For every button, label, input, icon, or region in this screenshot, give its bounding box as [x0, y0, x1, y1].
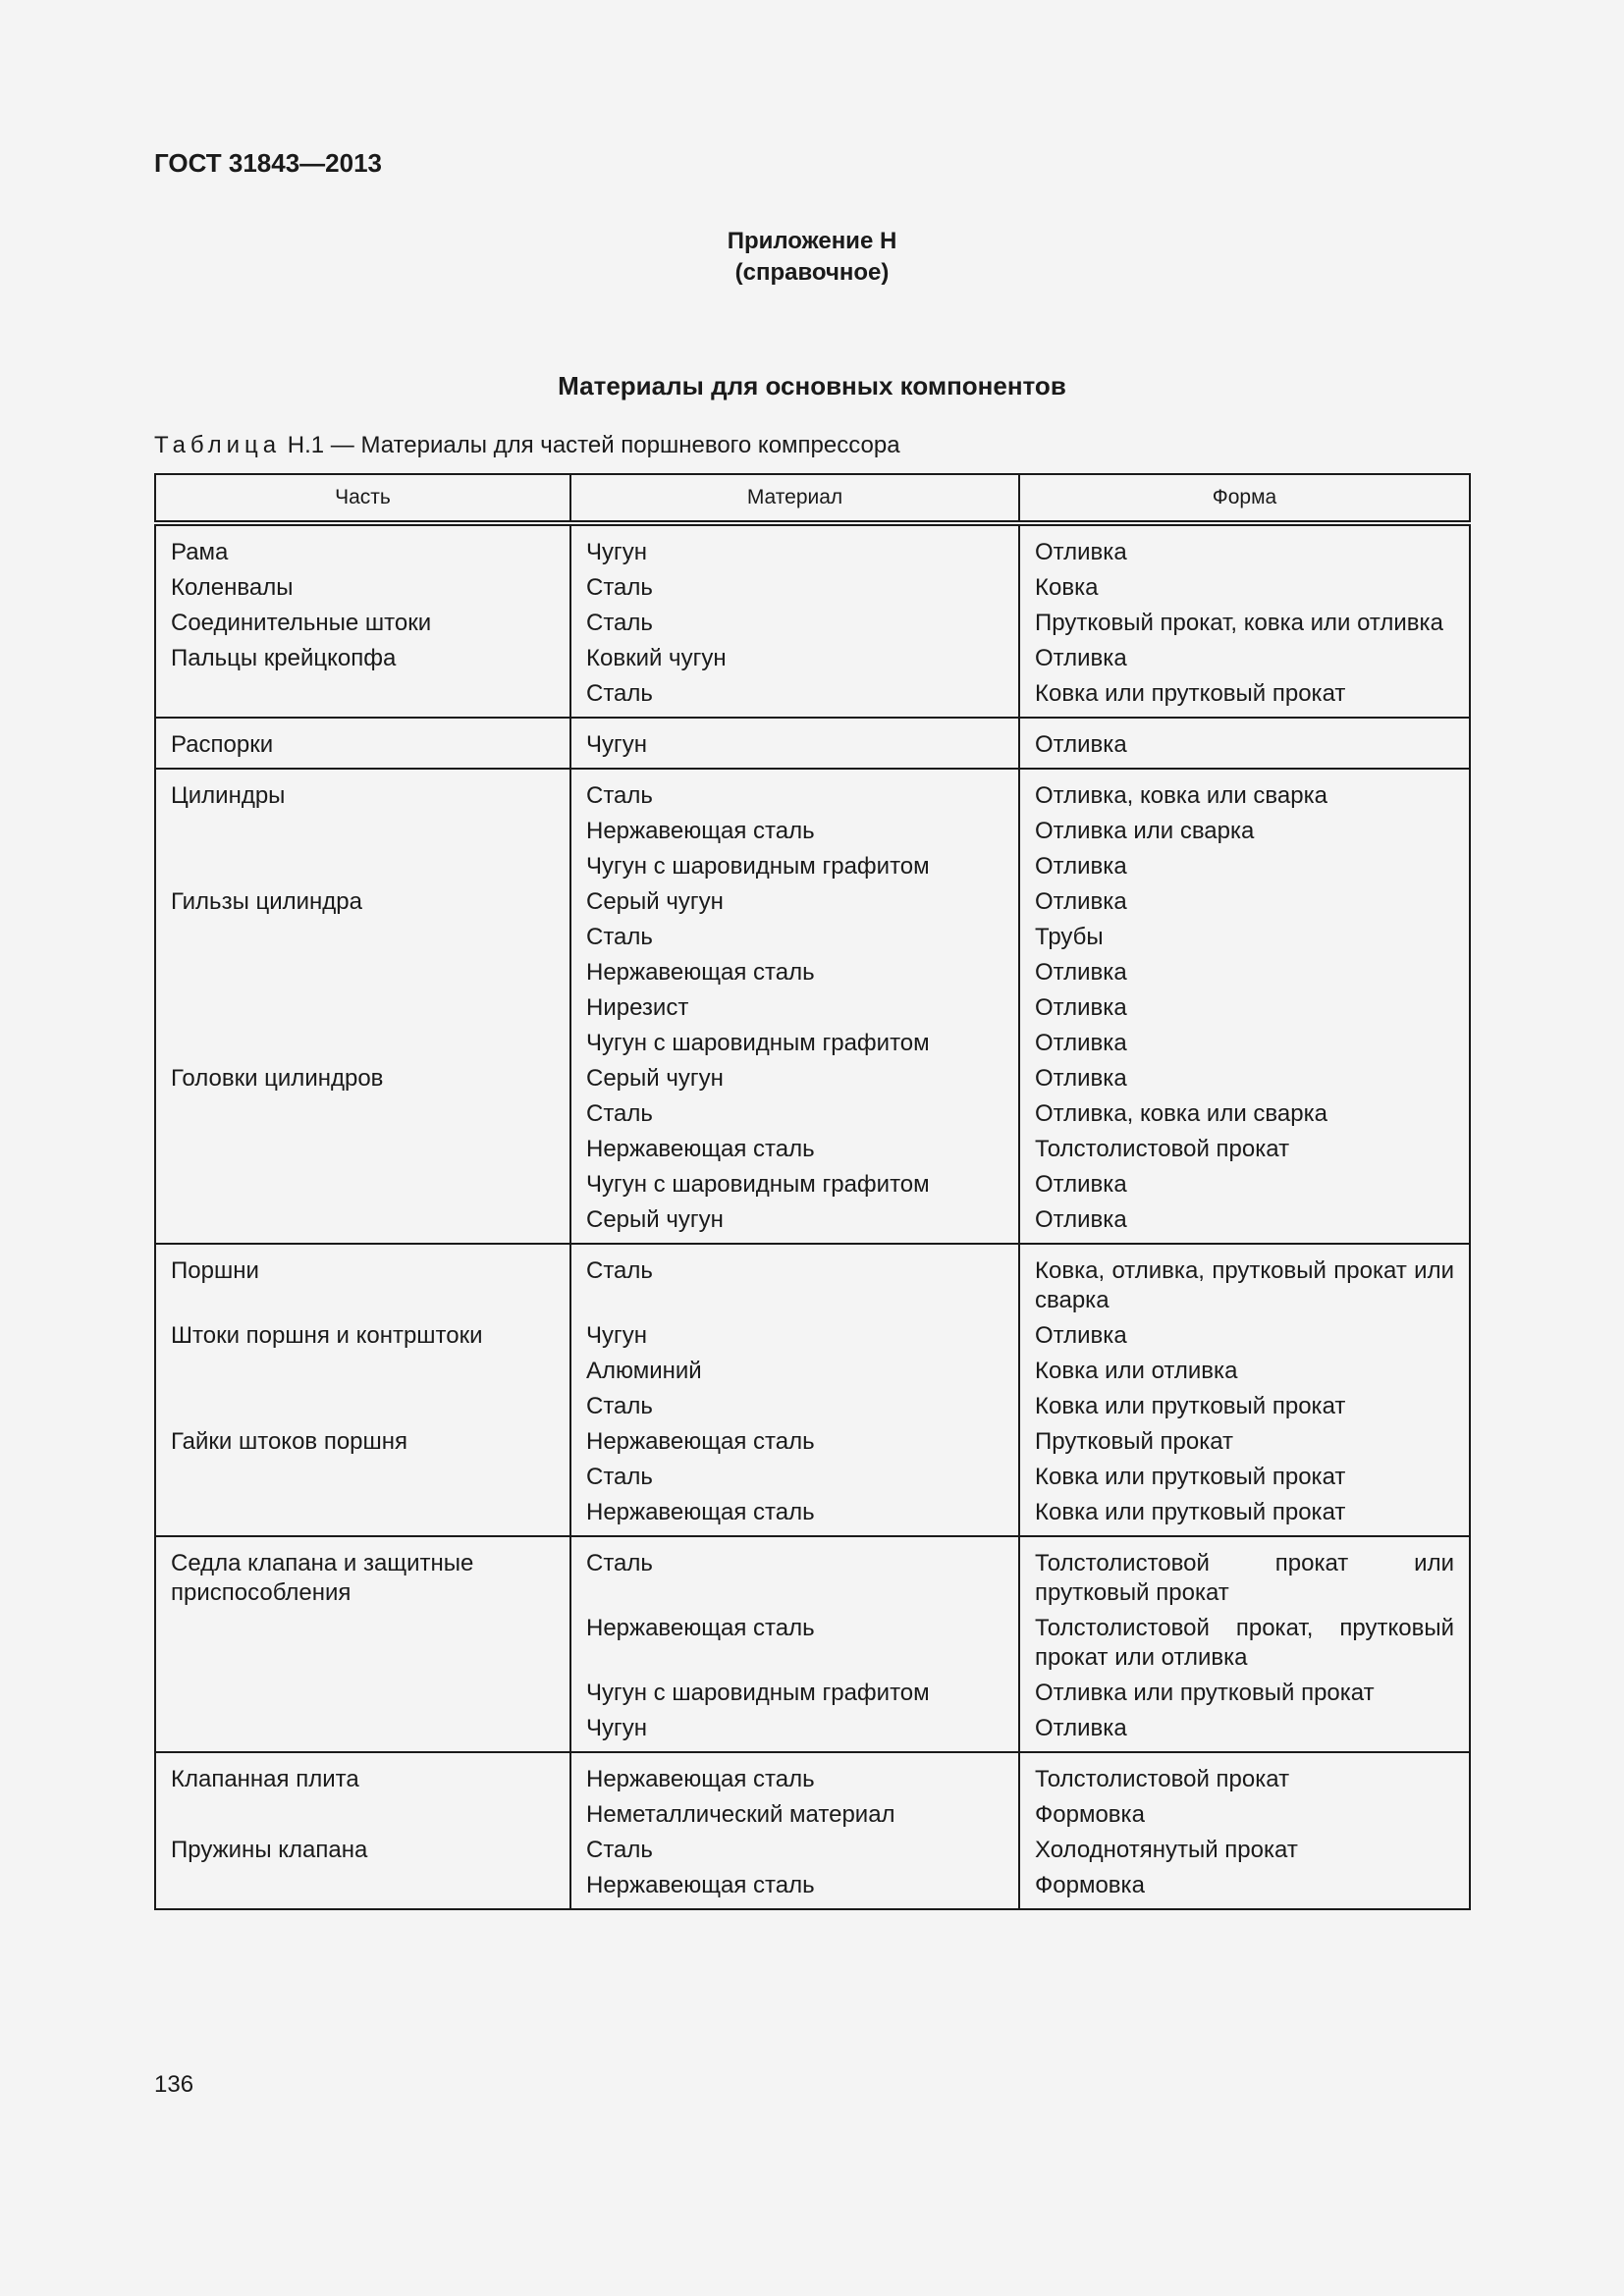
material-cell: Сталь [570, 676, 1019, 718]
table-row [155, 920, 1470, 955]
material-cell: Чугун с шаровидным графитом [570, 1167, 1019, 1202]
part-cell: Седла клапана и защитные приспособления [155, 1536, 570, 1611]
form-cell: Толстолистовой прокат [1019, 1132, 1470, 1167]
section-title: Материалы для основных компонентов [558, 371, 1066, 400]
material-cell: Серый чугун [570, 1202, 1019, 1244]
table-row [155, 1026, 1470, 1061]
part-cell [155, 1460, 570, 1495]
form-cell: Отливка, ковка или сварка [1019, 1096, 1470, 1132]
table-row [155, 769, 1470, 814]
table-group [155, 1536, 1470, 1752]
table-row [155, 1676, 1470, 1711]
form-cell: Прутковый прокат [1019, 1424, 1470, 1460]
part-cell [155, 1611, 570, 1676]
material-cell: Чугун [570, 1318, 1019, 1354]
form-cell: Ковка или прутковый прокат [1019, 1495, 1470, 1536]
part-cell [155, 1026, 570, 1061]
part-cell [155, 849, 570, 884]
part-cell [155, 1096, 570, 1132]
table-row [155, 1389, 1470, 1424]
form-cell: Прутковый прокат, ковка или отливка [1019, 606, 1470, 641]
form-cell: Отливка [1019, 718, 1470, 769]
material-cell: Нержавеющая сталь [570, 1611, 1019, 1676]
material-cell: Нержавеющая сталь [570, 1495, 1019, 1536]
part-cell: Штоки поршня и контрштоки [155, 1318, 570, 1354]
table-row [155, 1460, 1470, 1495]
form-cell: Отливка [1019, 1202, 1470, 1244]
part-cell: Коленвалы [155, 570, 570, 606]
form-cell: Отливка [1019, 990, 1470, 1026]
form-cell: Отливка [1019, 1167, 1470, 1202]
material-cell: Сталь [570, 1460, 1019, 1495]
part-cell [155, 1797, 570, 1833]
material-cell: Сталь [570, 1096, 1019, 1132]
table-row [155, 1752, 1470, 1797]
part-cell [155, 814, 570, 849]
table-row [155, 884, 1470, 920]
part-cell [155, 1389, 570, 1424]
form-cell: Ковка или прутковый прокат [1019, 1460, 1470, 1495]
table-group [155, 523, 1470, 718]
table-row [155, 718, 1470, 769]
table-row [155, 1833, 1470, 1868]
column-header-form: Форма [1019, 474, 1470, 523]
part-cell [155, 1132, 570, 1167]
form-cell: Трубы [1019, 920, 1470, 955]
part-cell: Гайки штоков поршня [155, 1424, 570, 1460]
table-row [155, 1202, 1470, 1244]
part-cell [155, 1868, 570, 1909]
part-cell [155, 990, 570, 1026]
table-row [155, 1244, 1470, 1318]
form-cell: Отливка [1019, 955, 1470, 990]
part-cell [155, 1676, 570, 1711]
material-cell: Сталь [570, 769, 1019, 814]
material-cell: Чугун с шаровидным графитом [570, 1026, 1019, 1061]
material-cell: Нержавеющая сталь [570, 1424, 1019, 1460]
document-code: ГОСТ 31843—2013 [154, 148, 382, 178]
material-cell: Нержавеющая сталь [570, 1868, 1019, 1909]
part-cell: Рама [155, 523, 570, 570]
page-number: 136 [154, 2071, 194, 2098]
material-cell: Алюминий [570, 1354, 1019, 1389]
form-cell: Холоднотянутый прокат [1019, 1833, 1470, 1868]
part-cell [155, 1354, 570, 1389]
form-cell: Ковка или прутковый прокат [1019, 1389, 1470, 1424]
table-row [155, 1868, 1470, 1909]
part-cell: Головки цилиндров [155, 1061, 570, 1096]
materials-table [154, 473, 1471, 1910]
table-row [155, 1318, 1470, 1354]
form-cell: Отливка [1019, 641, 1470, 676]
table-row [155, 1061, 1470, 1096]
appendix-title: Приложение Н [727, 228, 897, 254]
table-group [155, 1244, 1470, 1536]
form-cell: Отливка [1019, 1061, 1470, 1096]
material-cell: Нирезист [570, 990, 1019, 1026]
part-cell: Пальцы крейцкопфа [155, 641, 570, 676]
part-cell: Поршни [155, 1244, 570, 1318]
table-row [155, 1536, 1470, 1611]
material-cell: Сталь [570, 920, 1019, 955]
form-cell: Толстолистовой прокат или прутковый прокат [1019, 1536, 1470, 1611]
form-cell: Формовка [1019, 1797, 1470, 1833]
part-cell: Пружины клапана [155, 1833, 570, 1868]
material-cell: Сталь [570, 606, 1019, 641]
appendix-subtitle: (справочное) [734, 259, 890, 286]
material-cell: Серый чугун [570, 1061, 1019, 1096]
table-group [155, 718, 1470, 769]
table-row [155, 1495, 1470, 1536]
column-header-part: Часть [155, 474, 570, 523]
material-cell: Сталь [570, 1833, 1019, 1868]
form-cell: Ковка, отливка, прутковый прокат или сварка [1019, 1244, 1470, 1318]
part-cell [155, 920, 570, 955]
material-cell: Чугун [570, 523, 1019, 570]
table-row [155, 1611, 1470, 1676]
table-row [155, 1096, 1470, 1132]
table-row [155, 849, 1470, 884]
form-cell: Толстолистовой прокат [1019, 1752, 1470, 1797]
form-cell: Отливка [1019, 523, 1470, 570]
table-caption-text: Н.1 — Материалы для частей поршневого компрессора [281, 432, 900, 458]
part-cell [155, 1495, 570, 1536]
part-cell: Соединительные штоки [155, 606, 570, 641]
material-cell: Сталь [570, 1536, 1019, 1611]
form-cell: Отливка [1019, 1711, 1470, 1752]
part-cell [155, 1711, 570, 1752]
material-cell: Серый чугун [570, 884, 1019, 920]
material-cell: Чугун с шаровидным графитом [570, 849, 1019, 884]
material-cell: Чугун с шаровидным графитом [570, 1676, 1019, 1711]
form-cell: Ковка [1019, 570, 1470, 606]
table-row [155, 814, 1470, 849]
part-cell [155, 1202, 570, 1244]
form-cell: Отливка [1019, 1318, 1470, 1354]
material-cell: Нержавеющая сталь [570, 1752, 1019, 1797]
table-row [155, 1354, 1470, 1389]
table-group [155, 1752, 1470, 1909]
form-cell: Формовка [1019, 1868, 1470, 1909]
table-group [155, 769, 1470, 1244]
material-cell: Сталь [570, 570, 1019, 606]
form-cell: Отливка [1019, 849, 1470, 884]
material-cell: Нержавеющая сталь [570, 1132, 1019, 1167]
part-cell: Гильзы цилиндра [155, 884, 570, 920]
table-row [155, 1132, 1470, 1167]
table-row [155, 641, 1470, 676]
table-caption [154, 432, 900, 459]
form-cell: Толстолистовой прокат, прутковый прокат или отливка [1019, 1611, 1470, 1676]
form-cell: Ковка или прутковый прокат [1019, 676, 1470, 718]
column-header-material: Материал [570, 474, 1019, 523]
material-cell: Неметаллический материал [570, 1797, 1019, 1833]
material-cell: Нержавеющая сталь [570, 955, 1019, 990]
part-cell [155, 676, 570, 718]
form-cell: Отливка или сварка [1019, 814, 1470, 849]
material-cell: Чугун [570, 718, 1019, 769]
form-cell: Ковка или отливка [1019, 1354, 1470, 1389]
table-header-row [155, 474, 1470, 523]
form-cell: Отливка или прутковый прокат [1019, 1676, 1470, 1711]
form-cell: Отливка [1019, 1026, 1470, 1061]
part-cell: Клапанная плита [155, 1752, 570, 1797]
table-row [155, 1797, 1470, 1833]
form-cell: Отливка [1019, 884, 1470, 920]
material-cell: Нержавеющая сталь [570, 814, 1019, 849]
part-cell: Цилиндры [155, 769, 570, 814]
material-cell: Сталь [570, 1244, 1019, 1318]
material-cell: Чугун [570, 1711, 1019, 1752]
table-row [155, 1167, 1470, 1202]
table-row [155, 570, 1470, 606]
material-cell: Сталь [570, 1389, 1019, 1424]
table-caption-prefix: Таблица [154, 432, 282, 458]
part-cell: Распорки [155, 718, 570, 769]
table-row [155, 1711, 1470, 1752]
table-row [155, 1424, 1470, 1460]
table-row [155, 990, 1470, 1026]
form-cell: Отливка, ковка или сварка [1019, 769, 1470, 814]
part-cell [155, 955, 570, 990]
appendix-heading [0, 226, 1624, 289]
table-row [155, 955, 1470, 990]
table-row [155, 676, 1470, 718]
part-cell [155, 1167, 570, 1202]
table-row [155, 523, 1470, 570]
material-cell: Ковкий чугун [570, 641, 1019, 676]
table-row [155, 606, 1470, 641]
